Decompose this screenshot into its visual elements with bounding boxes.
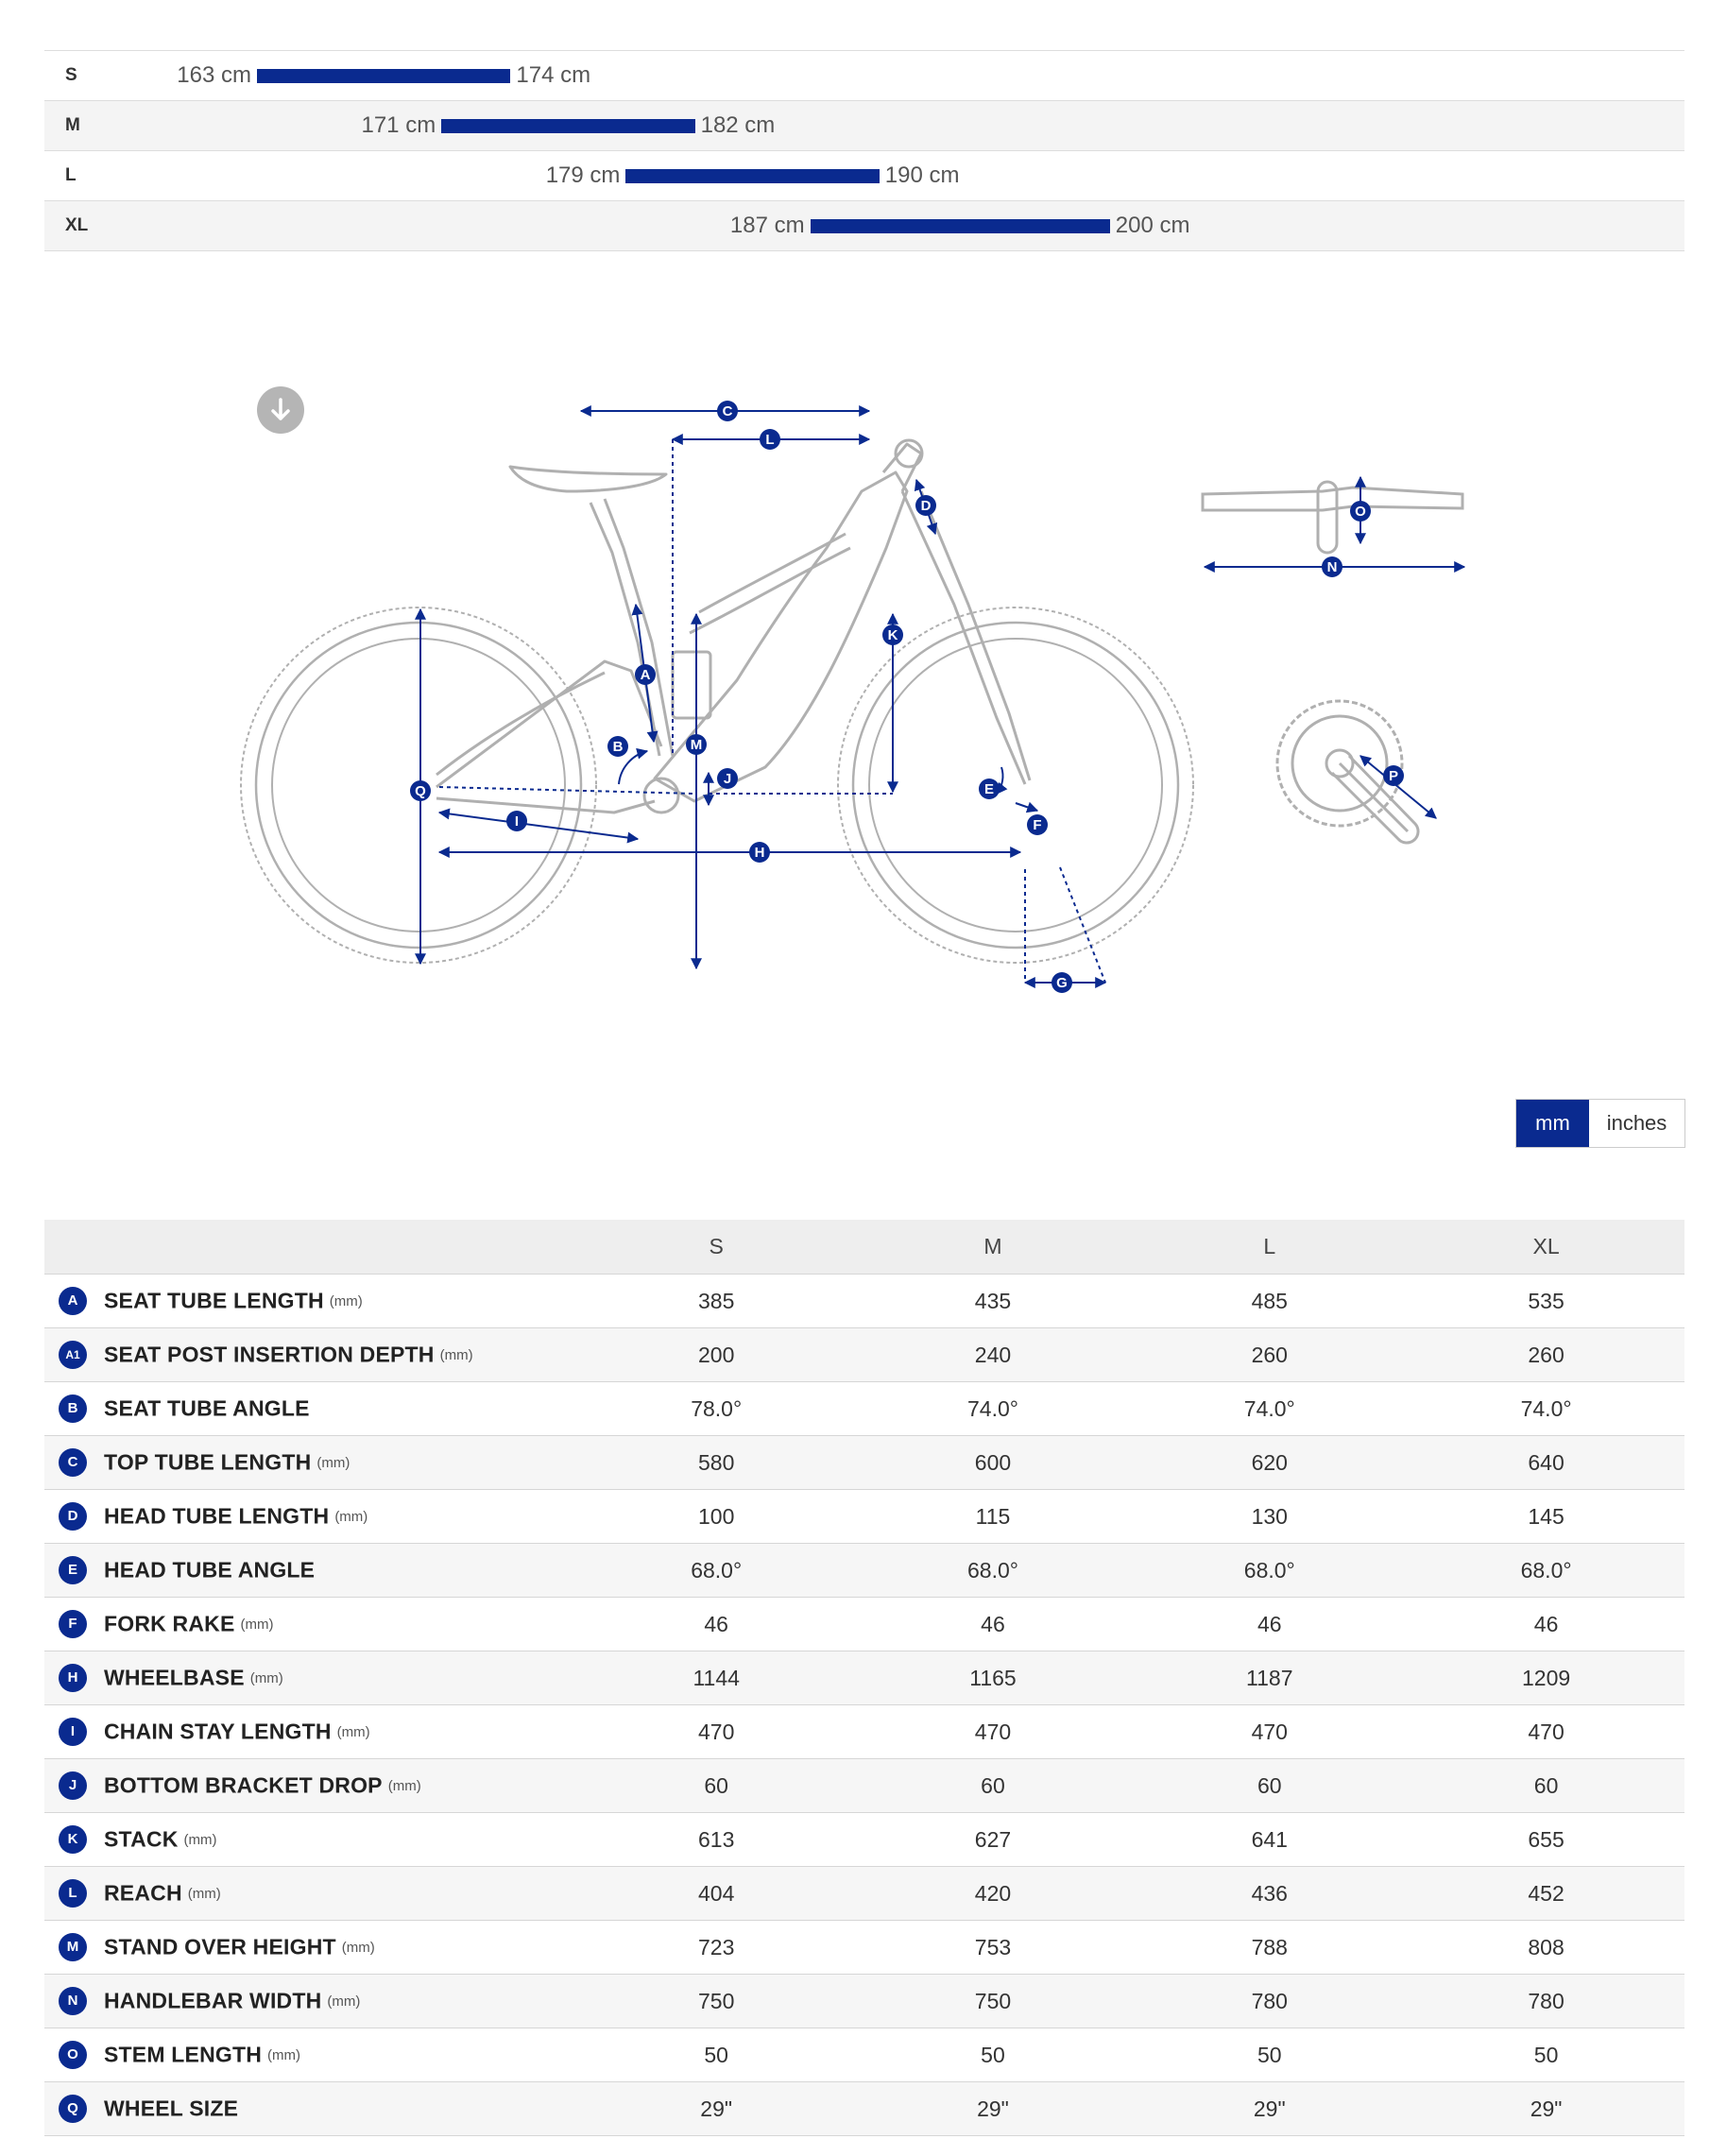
measurement-value: 240 [855, 1328, 1132, 1382]
label-o [1350, 501, 1371, 522]
measurement-badge: L [59, 1879, 87, 1908]
table-row [44, 1382, 1684, 1436]
measurement-name: SEAT TUBE LENGTH [104, 1288, 324, 1313]
measurement-badge: J [59, 1771, 87, 1800]
measurement-unit: (mm) [336, 1723, 370, 1740]
measurement-value: 78.0° [578, 1382, 855, 1436]
measurement-unit: (mm) [240, 1616, 274, 1633]
measurement-value: 470 [1131, 1705, 1408, 1759]
front-wheel [838, 607, 1193, 963]
measurement-badge: N [59, 1987, 87, 2015]
measurement-name-cell [44, 1382, 578, 1436]
measurement-value: 620 [1131, 1436, 1408, 1490]
measurement-value: 68.0° [578, 1544, 855, 1598]
measurement-value: 29" [1408, 2082, 1684, 2136]
label-m [686, 734, 707, 755]
measurement-unit: (mm) [329, 1292, 363, 1309]
svg-text:A: A [640, 667, 651, 683]
measurement-value: 29" [855, 2082, 1132, 2136]
measurement-name: HANDLEBAR WIDTH [104, 1988, 322, 2013]
measurement-value: 74.0° [1408, 1382, 1684, 1436]
table-row [44, 1705, 1684, 1759]
measurement-value: 130 [1131, 1490, 1408, 1544]
measurement-name: CHAIN STAY LENGTH [104, 1719, 332, 1744]
measurement-value: 580 [578, 1436, 855, 1490]
measurement-value: 200 [578, 1328, 855, 1382]
svg-text:B: B [612, 739, 624, 755]
measurement-value: 750 [855, 1975, 1132, 2028]
svg-text:G: G [1056, 975, 1068, 991]
measurement-value: 60 [855, 1759, 1132, 1813]
measurement-unit: (mm) [187, 1885, 221, 1902]
table-row [44, 1867, 1684, 1921]
measurement-unit: (mm) [316, 1454, 351, 1471]
measurement-name: TOP TUBE LENGTH [104, 1449, 312, 1475]
measurement-value: 100 [578, 1490, 855, 1544]
measurement-value: 50 [578, 2028, 855, 2082]
measurement-unit: (mm) [387, 1777, 421, 1794]
height-range-bar [811, 219, 1110, 233]
measurement-badge: E [59, 1556, 87, 1584]
measurement-unit: (mm) [327, 1993, 361, 2010]
measurement-unit: (mm) [439, 1346, 473, 1363]
measurement-badge: B [59, 1395, 87, 1423]
measurement-value: 640 [1408, 1436, 1684, 1490]
measurement-name-cell [44, 1921, 578, 1975]
measurement-badge: A [59, 1287, 87, 1315]
table-row [44, 1651, 1684, 1705]
measurement-badge: A1 [59, 1341, 87, 1369]
measurement-value: 46 [1408, 1598, 1684, 1651]
measurement-badge: Q [59, 2095, 87, 2123]
table-row [44, 2028, 1684, 2082]
measurement-value: 46 [855, 1598, 1132, 1651]
measurement-name-cell [44, 1544, 578, 1598]
table-row [44, 1921, 1684, 1975]
measurement-name: WHEELBASE [104, 1665, 245, 1690]
measurement-unit: (mm) [249, 1669, 283, 1686]
unit-toggle [1515, 1099, 1685, 1148]
measurement-value: 29" [1131, 2082, 1408, 2136]
height-range-bar [441, 119, 694, 133]
measurement-unit: (mm) [341, 1939, 375, 1956]
measurement-badge: H [59, 1664, 87, 1692]
size-row-xl [44, 200, 1684, 251]
measurement-value: 60 [1408, 1759, 1684, 1813]
measurement-value: 46 [578, 1598, 855, 1651]
measurement-value: 780 [1408, 1975, 1684, 2028]
measurement-badge: C [59, 1448, 87, 1477]
measurement-name: STEM LENGTH [104, 2042, 263, 2067]
measurement-value: 74.0° [1131, 1382, 1408, 1436]
measurement-value: 1187 [1131, 1651, 1408, 1705]
measurement-badge: K [59, 1825, 87, 1854]
measurement-name-cell [44, 1598, 578, 1651]
min-height-label: 187 cm [729, 213, 805, 238]
measurement-name-cell [44, 1436, 578, 1490]
header-size-m: M [855, 1220, 1132, 1275]
measurement-badge: I [59, 1718, 87, 1746]
measurement-value: 613 [578, 1813, 855, 1867]
measurement-value: 60 [1131, 1759, 1408, 1813]
measurement-value: 627 [855, 1813, 1132, 1867]
crankset-detail [1277, 701, 1436, 843]
measurement-value: 436 [1131, 1867, 1408, 1921]
table-row [44, 1328, 1684, 1382]
measurement-value: 600 [855, 1436, 1132, 1490]
measurement-name-cell [44, 1813, 578, 1867]
table-row [44, 1275, 1684, 1328]
header-size-s: S [578, 1220, 855, 1275]
label-q [410, 780, 431, 801]
header-size-l: L [1131, 1220, 1408, 1275]
measurement-value: 641 [1131, 1813, 1408, 1867]
size-label: L [65, 165, 77, 185]
label-j [717, 768, 738, 789]
svg-text:K: K [887, 627, 898, 643]
measurement-value: 788 [1131, 1921, 1408, 1975]
measurement-value: 1165 [855, 1651, 1132, 1705]
label-k [882, 625, 903, 645]
label-n [1322, 556, 1342, 577]
label-g [1052, 972, 1072, 993]
measurement-value: 1144 [578, 1651, 855, 1705]
measurement-name: SEAT TUBE ANGLE [104, 1395, 310, 1421]
measurement-value: 655 [1408, 1813, 1684, 1867]
measurement-name-cell [44, 1275, 578, 1328]
table-row [44, 2082, 1684, 2136]
table-header-row [44, 1220, 1684, 1275]
measurement-name-cell [44, 1867, 578, 1921]
label-l [760, 429, 780, 450]
table-row [44, 1436, 1684, 1490]
header-blank [44, 1220, 578, 1275]
measurement-value: 260 [1131, 1328, 1408, 1382]
measurement-value: 385 [578, 1275, 855, 1328]
svg-text:E: E [983, 781, 995, 797]
measurement-badge: F [59, 1610, 87, 1638]
measurement-value: 50 [1408, 2028, 1684, 2082]
measurement-value: 470 [1408, 1705, 1684, 1759]
measurement-value: 29" [578, 2082, 855, 2136]
size-row-m [44, 100, 1684, 150]
download-button[interactable] [257, 386, 304, 434]
measurement-name-cell [44, 1705, 578, 1759]
max-height-label: 174 cm [516, 62, 591, 88]
rider-height-chart [44, 50, 1684, 251]
measurement-badge: D [59, 1502, 87, 1531]
size-label: S [65, 65, 77, 85]
measurement-name: BOTTOM BRACKET DROP [104, 1772, 383, 1798]
measurement-value: 452 [1408, 1867, 1684, 1921]
svg-text:L: L [765, 432, 775, 448]
table-row [44, 1598, 1684, 1651]
size-row-s [44, 50, 1684, 100]
svg-text:I: I [514, 813, 520, 830]
measurement-value: 535 [1408, 1275, 1684, 1328]
measurement-unit: (mm) [334, 1508, 368, 1525]
measurement-value: 60 [578, 1759, 855, 1813]
measurement-value: 68.0° [855, 1544, 1132, 1598]
size-label: XL [65, 215, 89, 235]
svg-text:D: D [920, 498, 932, 514]
measurement-name-cell [44, 2028, 578, 2082]
table-row [44, 1490, 1684, 1544]
measurement-value: 50 [1131, 2028, 1408, 2082]
svg-text:O: O [1355, 504, 1366, 520]
measurement-value: 1209 [1408, 1651, 1684, 1705]
measurement-value: 750 [578, 1975, 855, 2028]
measurement-value: 260 [1408, 1328, 1684, 1382]
download-arrow-icon [257, 386, 304, 434]
label-c [717, 401, 738, 421]
measurement-value: 470 [855, 1705, 1132, 1759]
height-range-bar [625, 169, 879, 183]
label-a [635, 664, 656, 685]
handlebar-detail [1203, 477, 1464, 567]
table-row [44, 1544, 1684, 1598]
measurement-value: 74.0° [855, 1382, 1132, 1436]
svg-text:F: F [1033, 817, 1042, 833]
measurement-name-cell [44, 1759, 578, 1813]
measurement-value: 435 [855, 1275, 1132, 1328]
measurement-value: 50 [855, 2028, 1132, 2082]
measurement-name-cell [44, 1975, 578, 2028]
measurement-value: 404 [578, 1867, 855, 1921]
max-height-label: 190 cm [884, 163, 960, 188]
measurement-unit: (mm) [267, 2046, 301, 2063]
svg-text:M: M [690, 737, 703, 753]
label-d [915, 495, 936, 516]
measurement-value: 46 [1131, 1598, 1408, 1651]
geometry-table [44, 1220, 1684, 2136]
measurement-name: STACK [104, 1826, 179, 1852]
measurement-name-cell [44, 1328, 578, 1382]
measurement-name: FORK RAKE [104, 1611, 235, 1636]
measurement-name: WHEEL SIZE [104, 2096, 239, 2121]
measurement-value: 470 [578, 1705, 855, 1759]
unit-mm-button[interactable]: mm [1516, 1100, 1589, 1147]
size-row-l [44, 150, 1684, 200]
measurement-value: 808 [1408, 1921, 1684, 1975]
measurement-value: 485 [1131, 1275, 1408, 1328]
measurement-badge: M [59, 1933, 87, 1961]
measurement-name: STAND OVER HEIGHT [104, 1934, 336, 1959]
label-p [1383, 765, 1404, 786]
table-row [44, 1759, 1684, 1813]
measurement-name-cell [44, 1490, 578, 1544]
max-height-label: 182 cm [700, 112, 776, 138]
bike-frame [436, 440, 1030, 813]
svg-text:J: J [723, 771, 732, 787]
measurement-name-cell [44, 1651, 578, 1705]
measurement-value: 145 [1408, 1490, 1684, 1544]
label-i [506, 811, 527, 831]
label-e [979, 779, 1000, 799]
measurement-name: SEAT POST INSERTION DEPTH [104, 1342, 435, 1367]
measurement-name: REACH [104, 1880, 182, 1906]
measurement-value: 420 [855, 1867, 1132, 1921]
height-range-bar [257, 69, 510, 83]
header-size-xl: XL [1408, 1220, 1684, 1275]
measurement-value: 780 [1131, 1975, 1408, 2028]
min-height-label: 163 cm [177, 62, 251, 88]
measurement-badge: O [59, 2041, 87, 2069]
measurement-value: 115 [855, 1490, 1132, 1544]
measurement-value: 68.0° [1408, 1544, 1684, 1598]
measurement-name: HEAD TUBE LENGTH [104, 1503, 330, 1529]
svg-text:C: C [722, 403, 733, 419]
label-h [749, 842, 770, 863]
measurement-name-cell [44, 2082, 578, 2136]
svg-text:N: N [1326, 559, 1338, 575]
max-height-label: 200 cm [1115, 213, 1190, 238]
measurement-value: 68.0° [1131, 1544, 1408, 1598]
measurement-value: 723 [578, 1921, 855, 1975]
measurement-value: 753 [855, 1921, 1132, 1975]
min-height-label: 179 cm [545, 163, 621, 188]
measurement-name: HEAD TUBE ANGLE [104, 1557, 316, 1583]
svg-text:Q: Q [415, 783, 426, 799]
label-b [607, 736, 628, 757]
measurement-unit: (mm) [183, 1831, 217, 1848]
table-row [44, 1813, 1684, 1867]
unit-inches-button[interactable]: inches [1589, 1100, 1684, 1147]
svg-text:H: H [754, 845, 765, 861]
table-row [44, 1975, 1684, 2028]
min-height-label: 171 cm [361, 112, 436, 138]
svg-text:P: P [1388, 768, 1399, 784]
geometry-table-body [44, 1275, 1684, 2136]
size-label: M [65, 115, 80, 135]
label-f [1027, 814, 1048, 835]
